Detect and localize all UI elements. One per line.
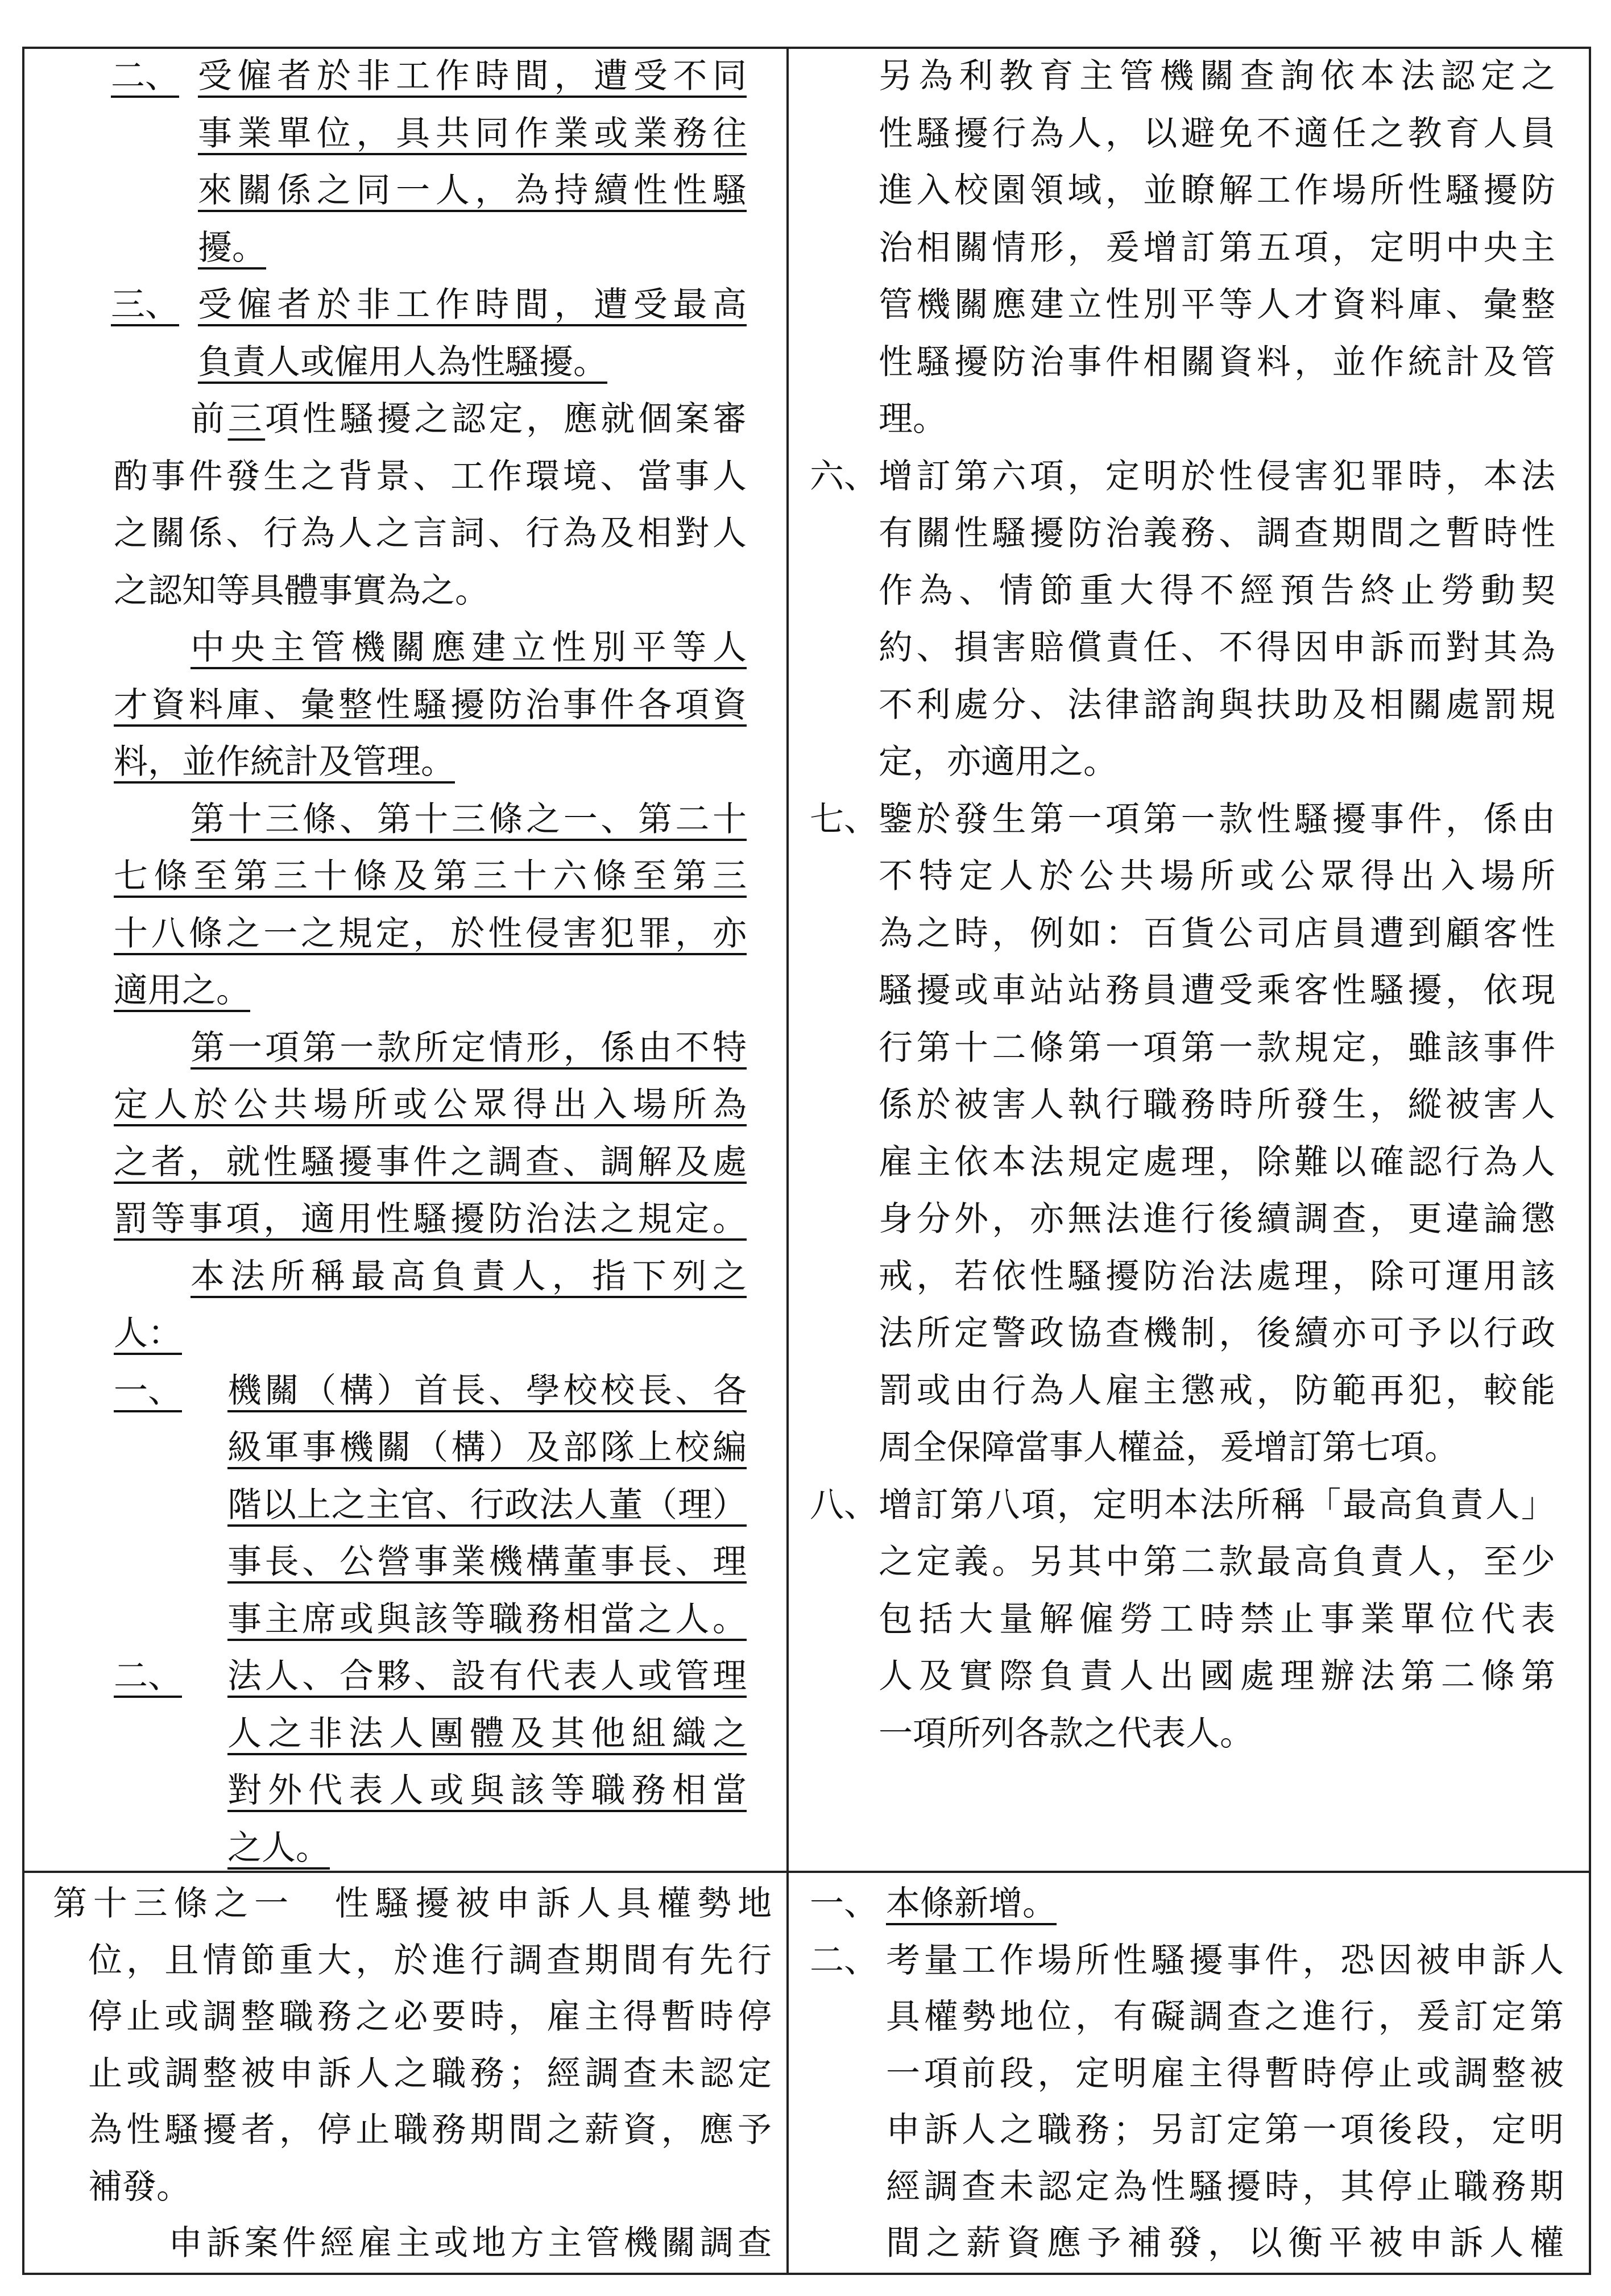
line-text: 進入校園領域，並瞭解工作場所性騷擾防 [879, 171, 1555, 210]
line-text: 受僱者於非工作時間，遭受不同 [198, 56, 747, 96]
line-text: 為性騷擾者，停止職務期間之薪資，應予 [88, 2110, 772, 2150]
line-text: 七條至第三十條及第三十六條至第三 [114, 856, 747, 896]
line-text: 有關性騷擾防治義務、調查期間之暫時性 [879, 513, 1555, 553]
item-marker: 一、 [114, 1371, 182, 1411]
line-text: 之認知等具體事實為之。 [114, 571, 489, 611]
line-text: 料，並作統計及管理。 [114, 742, 455, 782]
line-text: 級軍事機關（構）及部隊上校編 [227, 1428, 747, 1468]
item-marker: 一、 [810, 1884, 878, 1924]
line-text: 之定義。另其中第二款最高負責人，至少 [879, 1542, 1555, 1582]
line-text: 補發。 [88, 2167, 190, 2207]
line-text: 雇主依本法規定處理，除難以確認行為人 [879, 1142, 1555, 1182]
line-text: 定人於公共場所或公眾得出入場所為 [114, 1085, 747, 1125]
line-text: 酌事件發生之背景、工作環境、當事人 [114, 457, 747, 496]
line-text: 人之非法人團體及其他組織之 [227, 1714, 747, 1754]
line-text: 申訴人之職務；另訂定第一項後段，定明 [886, 2110, 1564, 2150]
line-text: 法人、合夥、設有代表人或管理 [227, 1656, 747, 1696]
line-text: 位，且情節重大，於進行調查期間有先行 [88, 1941, 772, 1980]
line-text: 不利處分、法律諮詢與扶助及相關處罰規 [879, 685, 1555, 725]
line-text: 事主席或與該等職務相當之人。 [227, 1599, 747, 1639]
item-marker: 三、 [111, 285, 179, 325]
line-text: 之人。 [227, 1828, 330, 1868]
line-text: 負責人或僱用人為性騷擾。 [198, 342, 607, 382]
line-text: 管機關應建立性別平等人才資料庫、彙整 [879, 285, 1555, 325]
line-text: 罰等事項，適用性騷擾防治法之規定。 [114, 1199, 747, 1239]
line-text: 中央主管機關應建立性別平等人 [190, 628, 747, 668]
line-text: 對外代表人或與該等職務相當 [227, 1771, 747, 1810]
line-text: 事業單位，具共同作業或業務往 [198, 114, 747, 154]
line-text: 鑒於發生第一項第一款性騷擾事件，係由 [879, 799, 1555, 839]
line-text: 性騷擾防治事件相關資料，並作統計及管 [879, 342, 1555, 382]
line-text: 擾。 [198, 228, 266, 268]
line-text: 階以上之主官、行政法人董（理） [227, 1485, 747, 1525]
line-text: 具權勢地位，有礙調查之進行，爰訂定第 [886, 1997, 1564, 2037]
text-segment: 前 [190, 399, 228, 439]
line-text: 事長、公營事業機構董事長、理 [227, 1542, 747, 1582]
line-text: 作為、情節重大得不經預告終止勞動契 [879, 571, 1555, 611]
line-text: 第十三條之一 性騷擾被申訴人具權勢地 [53, 1884, 772, 1924]
underlined-text: 三 [227, 399, 266, 439]
line-text: 包括大量解僱勞工時禁止事業單位代表 [879, 1599, 1555, 1639]
line-text: 周全保障當事人權益，爰增訂第七項。 [879, 1428, 1459, 1468]
line-text: 性騷擾行為人，以避免不適任之教育人員 [879, 114, 1555, 154]
line-text: 治相關情形，爰增訂第五項，定明中央主 [879, 228, 1555, 268]
line-text: 本條新增。 [886, 1884, 1057, 1924]
line-text: 本法所稱最高負責人，指下列之 [190, 1257, 747, 1296]
line-text: 戒，若依性騷擾防治法處理，除可運用該 [879, 1257, 1555, 1296]
line-text: 另為利教育主管機關查詢依本法認定之 [879, 56, 1555, 96]
line-text: 第十三條、第十三條之一、第二十 [190, 799, 747, 839]
line-text: 身分外，亦無法進行後續調查，更違論懲 [879, 1199, 1555, 1239]
line-text: 不特定人於公共場所或公眾得出入場所 [879, 856, 1555, 896]
line-text: 一項前段，定明雇主得暫時停止或調整被 [886, 2054, 1564, 2094]
line-text: 理。 [879, 399, 947, 439]
line-text: 約、損害賠償責任、不得因申訴而對其為 [879, 628, 1555, 668]
line-text: 才資料庫、彙整性騷擾防治事件各項資 [114, 685, 747, 725]
item-marker: 八、 [810, 1485, 878, 1525]
line-text: 一項所列各款之代表人。 [879, 1714, 1254, 1754]
item-marker: 七、 [810, 799, 878, 839]
line-text: 增訂第六項，定明於性侵害犯罪時，本法 [879, 457, 1555, 496]
line-text: 定，亦適用之。 [879, 742, 1117, 782]
line-text: 係於被害人執行職務時所發生，縱被害人 [879, 1085, 1555, 1125]
line-text: 經調查未認定為性騷擾時，其停止職務期 [886, 2167, 1564, 2207]
line-text: 人及實際負責人出國處理辦法第二條第 [879, 1656, 1555, 1696]
line-text: 受僱者於非工作時間，遭受最高 [198, 285, 747, 325]
line-text: 增訂第八項，定明本法所稱「最高負責人」 [879, 1485, 1555, 1525]
line-text: 申訴案件經雇主或地方主管機關調查 [168, 2223, 772, 2263]
line-text: 考量工作場所性騷擾事件，恐因被申訴人 [886, 1941, 1564, 1980]
text-segment: 項性騷擾之認定，應就個案審 [265, 399, 747, 439]
line-text: 來關係之同一人，為持續性性騷 [198, 171, 747, 210]
line-text: 法所定警政協查機制，後續亦可予以行政 [879, 1313, 1555, 1353]
line-text: 十八條之一之規定，於性侵害犯罪，亦 [114, 914, 747, 954]
line-text: 機關（構）首長、學校校長、各 [227, 1371, 747, 1411]
line-text: 之關係、行為人之言詞、行為及相對人 [114, 513, 747, 553]
line-text: 行第十二條第一項第一款規定，雖該事件 [879, 1028, 1555, 1068]
line-text: 騷擾或車站站務員遭受乘客性騷擾，依現 [879, 971, 1555, 1010]
line-text: 適用之。 [114, 971, 250, 1010]
line-text: 罰或由行為人雇主懲戒，防範再犯，較能 [879, 1371, 1555, 1411]
item-marker: 二、 [111, 56, 179, 96]
column-divider [786, 47, 789, 2273]
line-text: 間之薪資應予補發，以衡平被申訴人權 [886, 2223, 1564, 2263]
line-text: 止或調整被申訴人之職務；經調查未認定 [88, 2054, 772, 2094]
line-text: 為之時，例如：百貨公司店員遭到顧客性 [879, 914, 1555, 954]
item-marker: 二、 [810, 1941, 878, 1980]
line-text: 第一項第一款所定情形，係由不特 [190, 1028, 747, 1068]
line-text [190, 391, 747, 447]
line-text: 停止或調整職務之必要時，雇主得暫時停 [88, 1997, 772, 2037]
line-text: 之者，就性騷擾事件之調查、調解及處 [114, 1142, 747, 1182]
item-marker: 六、 [810, 457, 878, 496]
item-marker: 二、 [114, 1656, 182, 1696]
line-text: 人： [114, 1313, 182, 1353]
